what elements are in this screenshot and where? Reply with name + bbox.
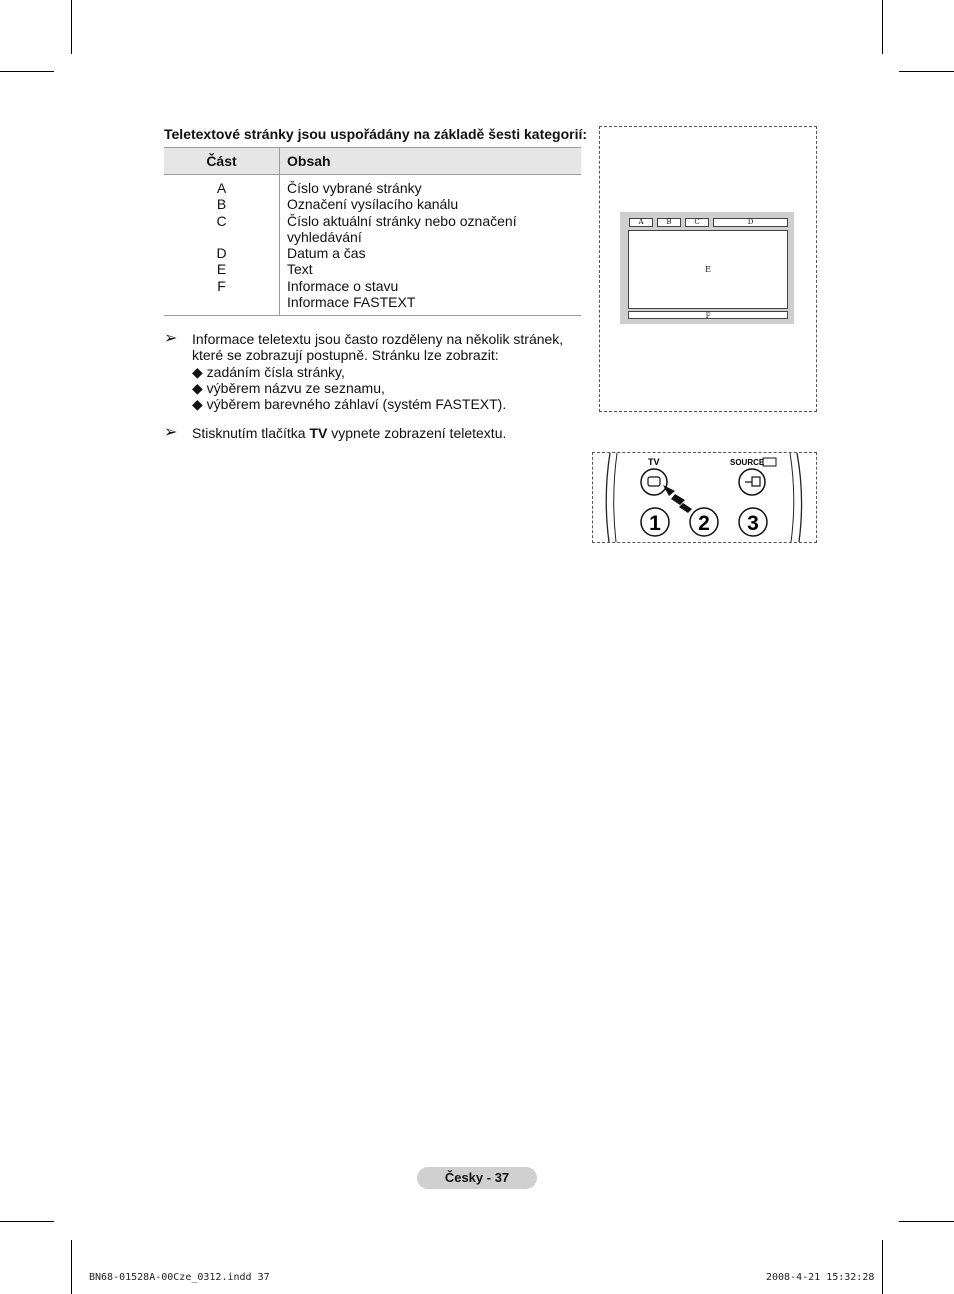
key-1-label: 1	[649, 512, 661, 535]
part-cell	[164, 175, 280, 316]
content-line: Text	[287, 261, 313, 278]
crop-mark	[0, 1221, 54, 1222]
file-slug: BN68-01528A-00Cze_0312.indd 37	[89, 1272, 270, 1283]
note-body	[192, 331, 563, 412]
section-heading: Teletextové stránky jsou uspořádány na základě šesti kategorií:	[164, 126, 588, 142]
crop-mark	[71, 1240, 72, 1294]
table-row	[164, 175, 581, 316]
key-2-label: 2	[698, 512, 710, 535]
diagram-label-b: B	[657, 218, 681, 227]
note-line: Informace teletextu jsou často rozděleny na několik stránek,	[192, 331, 564, 347]
crop-mark	[899, 1221, 954, 1222]
part-label: B	[216, 196, 227, 213]
crop-mark	[71, 0, 72, 54]
content-line: Číslo aktuální stránky nebo označení	[287, 212, 517, 229]
tv-keyword: TV	[309, 425, 328, 441]
key-3-label: 3	[747, 512, 759, 535]
bullet-item: ◆ výběrem názvu ze seznamu,	[192, 379, 385, 396]
diamond-bullet-icon: ◆	[192, 396, 203, 413]
crop-mark	[0, 71, 54, 72]
diagram-label-c: C	[685, 218, 709, 227]
part-label: F	[217, 277, 226, 294]
diagram-label-e: E	[628, 230, 788, 309]
table-header-row	[164, 148, 581, 175]
content-line: Označení vysílacího kanálu	[287, 196, 459, 213]
tv-button-label: TV	[648, 457, 660, 467]
diamond-bullet-icon: ◆	[192, 363, 203, 380]
diamond-bullet-icon: ◆	[192, 379, 203, 396]
part-label: A	[216, 180, 227, 196]
part-label	[164, 229, 279, 245]
column-header-part: Část	[164, 148, 280, 175]
content-line: Datum a čas	[287, 245, 366, 262]
crop-mark	[899, 71, 954, 72]
remote-illustration	[592, 452, 817, 543]
crop-mark	[882, 0, 883, 54]
note-arrow-icon: ➢	[164, 330, 178, 347]
content-line: Číslo vybrané stránky	[287, 180, 422, 196]
note-line: které se zobrazují postupně. Stránku lze zobrazit:	[192, 347, 499, 364]
bullet-item: ◆ výběrem barevného záhlaví (systém FASTEXT).	[192, 396, 507, 413]
content-line: Informace FASTEXT	[287, 294, 416, 311]
note-arrow-icon: ➢	[164, 424, 178, 441]
page-number-badge: Česky - 37	[417, 1167, 537, 1189]
part-label: C	[216, 212, 227, 229]
source-button-label: SOURCE	[730, 458, 765, 467]
part-label: D	[216, 245, 227, 262]
remote-body-icon	[593, 453, 816, 542]
note-body: Stisknutím tlačítka TV vypnete zobrazení teletextu.	[192, 425, 507, 441]
diagram-label-a: A	[629, 218, 653, 227]
column-header-content: Obsah	[280, 148, 582, 175]
part-label: E	[216, 261, 227, 278]
pointer-arrow-icon	[663, 485, 692, 513]
diagram-label-d: D	[713, 218, 788, 227]
category-table	[164, 147, 581, 316]
content-line: Informace o stavu	[287, 277, 399, 294]
content-line: vyhledávání	[287, 228, 362, 245]
tv-button[interactable]	[641, 469, 667, 495]
crop-mark	[882, 1240, 883, 1294]
timestamp-slug: 2008-4-21 15:32:28	[766, 1272, 875, 1283]
bullet-item: ◆ zadáním čísla stránky,	[192, 363, 345, 380]
content-cell	[280, 175, 582, 316]
diagram-label-f: F	[628, 311, 788, 319]
teletext-screen-diagram	[620, 212, 794, 324]
